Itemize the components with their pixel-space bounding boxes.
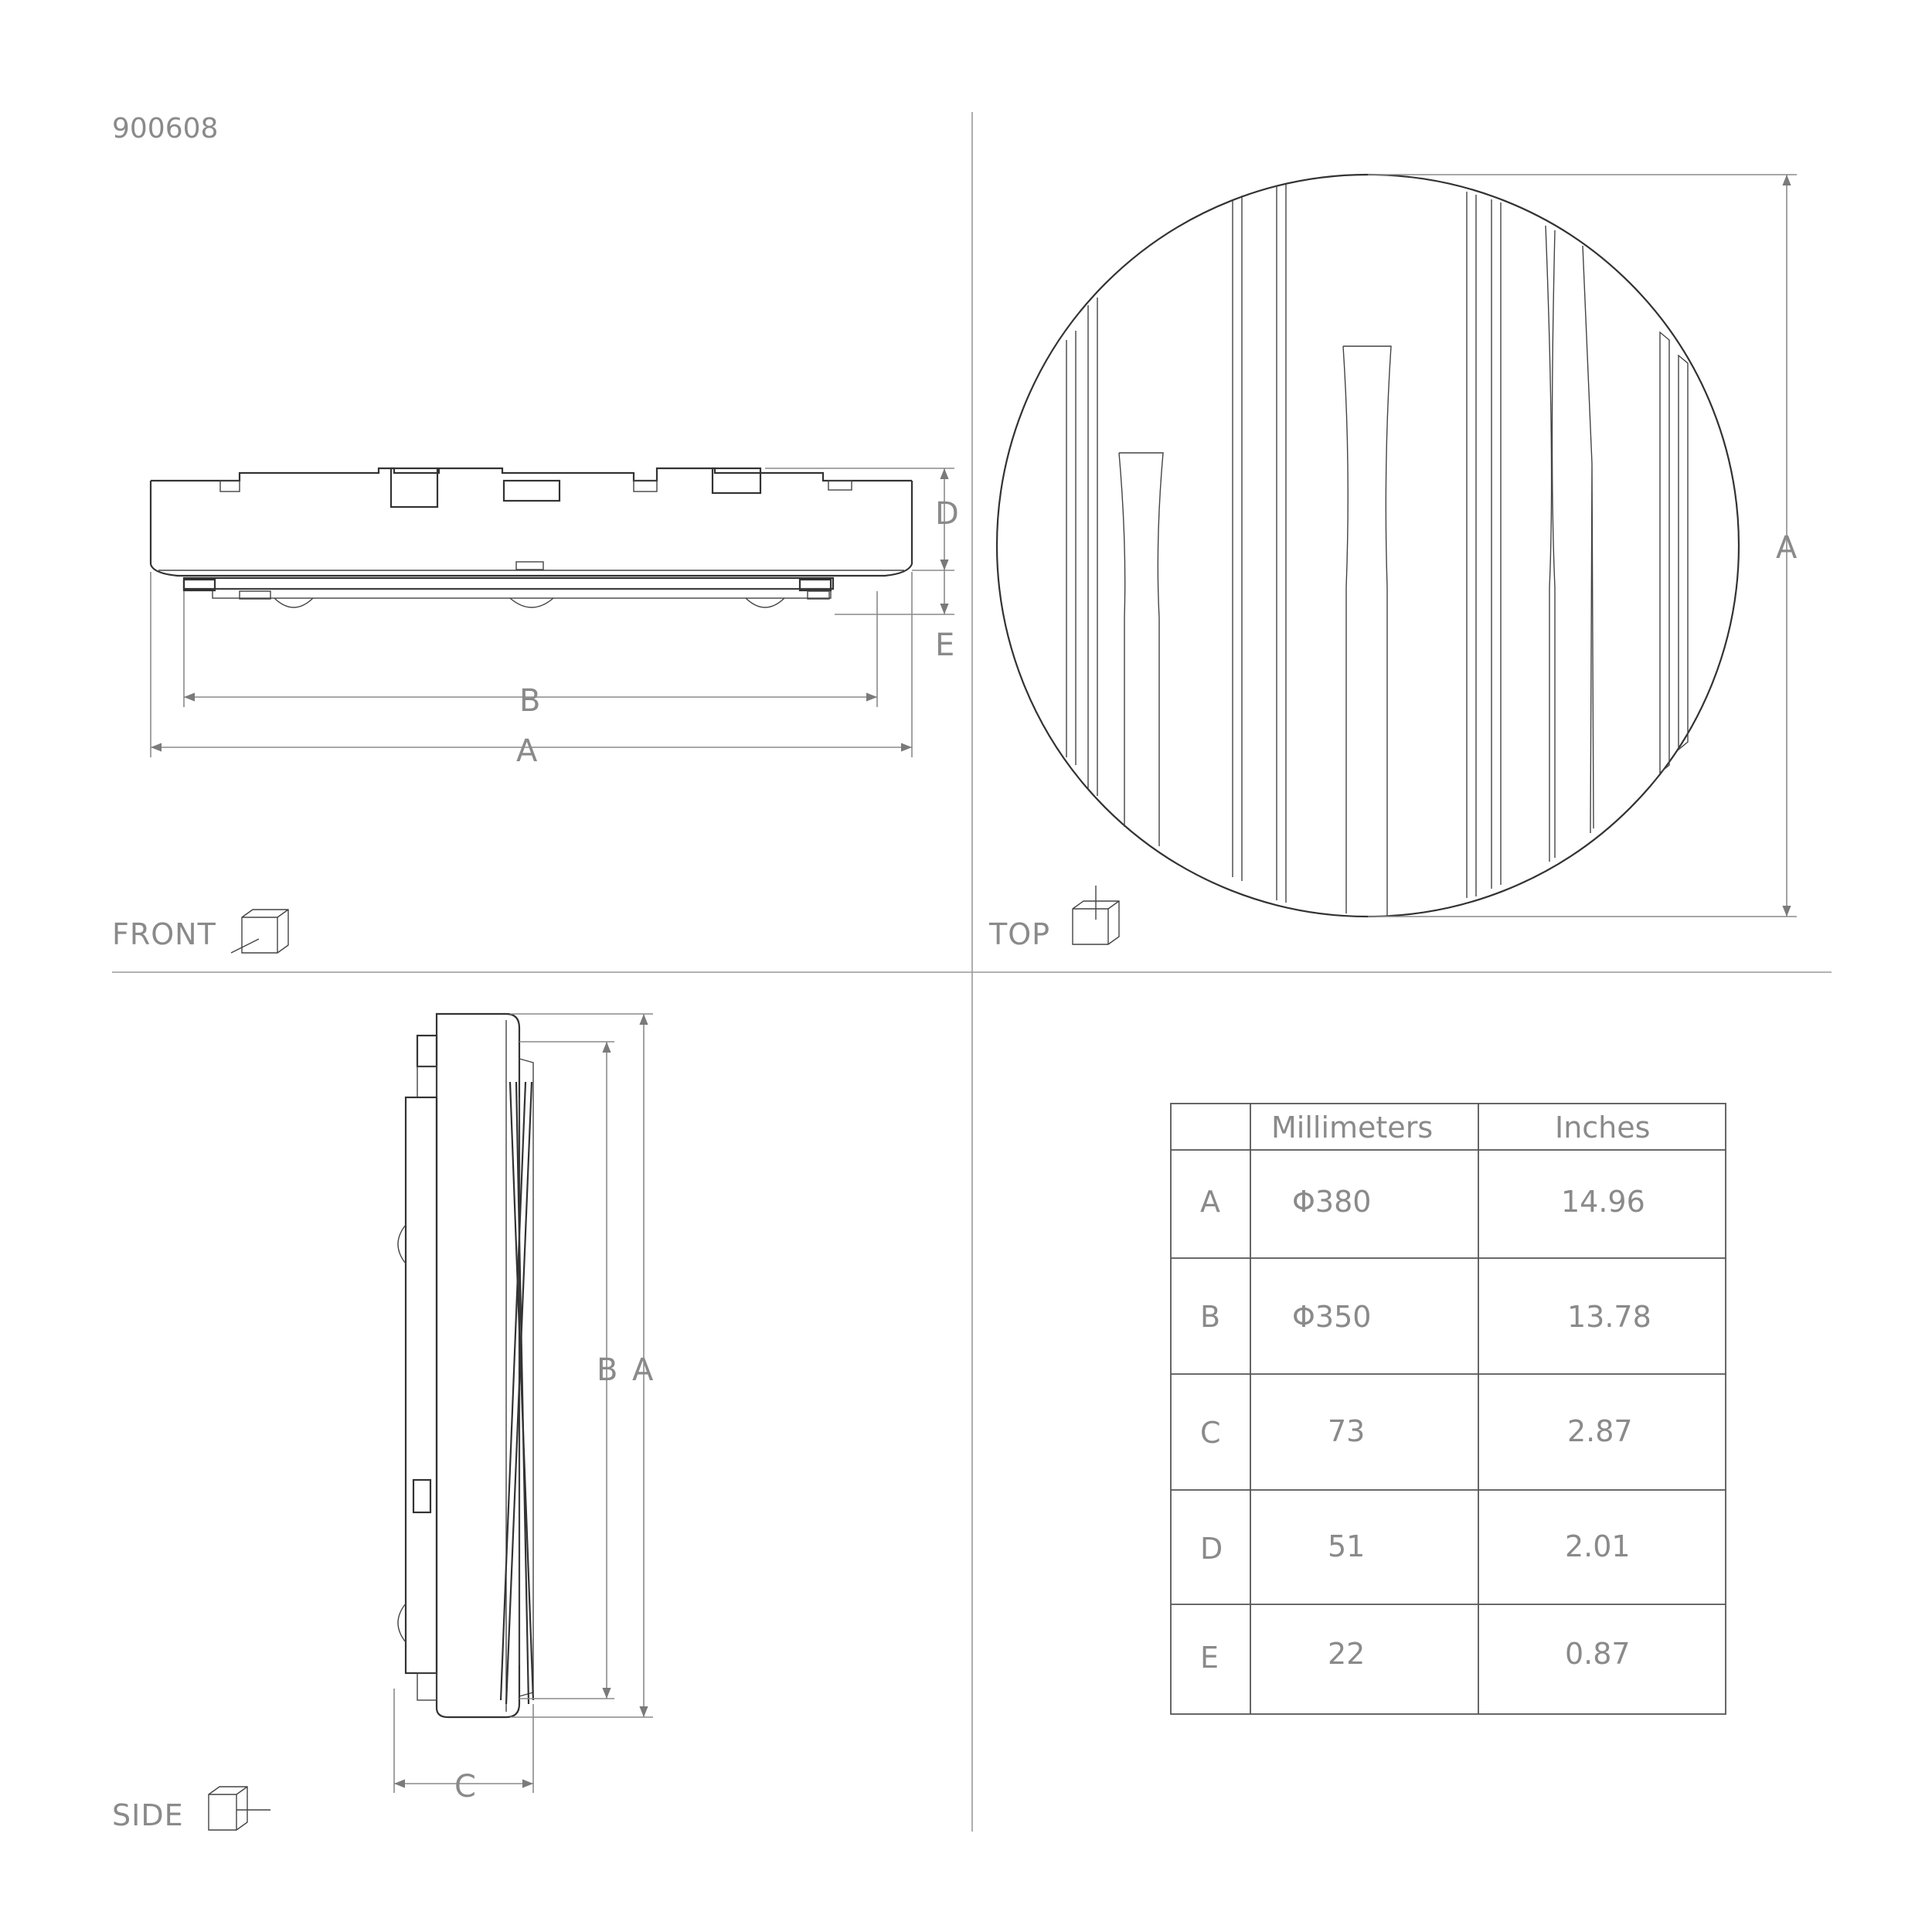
cube-front-icon xyxy=(231,910,288,953)
front-view-label: FRONT xyxy=(112,917,216,951)
table-row xyxy=(1200,1637,1631,1675)
dimension-table xyxy=(1171,1104,1726,1714)
side-view-body xyxy=(398,1014,533,1717)
side-dim-label-c: C xyxy=(454,1769,476,1804)
document-id: 900608 xyxy=(112,113,219,145)
table-cell-mm: Φ350 xyxy=(1292,1300,1372,1334)
table-cell-key: D xyxy=(1200,1532,1223,1566)
table-cell-mm: Φ380 xyxy=(1292,1185,1372,1219)
top-dim-a xyxy=(1368,175,1797,917)
table-cell-inches: 2.01 xyxy=(1565,1529,1631,1563)
front-dim-label-a: A xyxy=(516,733,538,769)
front-dim-label-e: E xyxy=(935,628,955,663)
top-view-outline xyxy=(997,175,1739,917)
table-cell-key: E xyxy=(1200,1641,1219,1675)
front-dim-label-d: D xyxy=(935,496,959,532)
table-row xyxy=(1200,1529,1631,1566)
cube-side-icon xyxy=(209,1787,270,1830)
table-cell-key: C xyxy=(1200,1416,1221,1450)
table-row xyxy=(1200,1414,1633,1450)
table-cell-key: A xyxy=(1200,1185,1220,1219)
table-cell-key: B xyxy=(1200,1300,1221,1334)
top-dim-label-a: A xyxy=(1776,530,1798,566)
table-row xyxy=(1200,1300,1651,1334)
table-header-millimeters: Millimeters xyxy=(1271,1111,1434,1145)
side-view xyxy=(112,1014,654,1832)
front-dim-a xyxy=(151,572,912,757)
front-view-body xyxy=(151,468,912,607)
side-dim-label-b: B xyxy=(597,1352,618,1388)
front-dim-label-b: B xyxy=(519,683,541,719)
side-dim-label-a: A xyxy=(632,1352,654,1388)
table-cell-mm: 22 xyxy=(1328,1637,1366,1671)
table-header-inches: Inches xyxy=(1555,1111,1651,1145)
front-dim-d-e xyxy=(765,468,954,614)
table-cell-inches: 2.87 xyxy=(1567,1414,1633,1448)
table-cell-inches: 14.96 xyxy=(1561,1185,1645,1219)
table-row xyxy=(1200,1185,1645,1219)
quadrant-dividers xyxy=(112,112,1832,1832)
side-view-label: SIDE xyxy=(112,1798,184,1832)
top-view-slats xyxy=(1066,184,1688,916)
cube-top-icon xyxy=(1073,886,1119,944)
table-cell-mm: 51 xyxy=(1328,1529,1366,1563)
top-view xyxy=(988,175,1798,951)
top-view-label: TOP xyxy=(989,917,1051,951)
front-view xyxy=(112,468,959,953)
table-cell-mm: 73 xyxy=(1328,1414,1366,1448)
table-cell-inches: 0.87 xyxy=(1565,1637,1631,1671)
table-cell-inches: 13.78 xyxy=(1567,1300,1651,1334)
